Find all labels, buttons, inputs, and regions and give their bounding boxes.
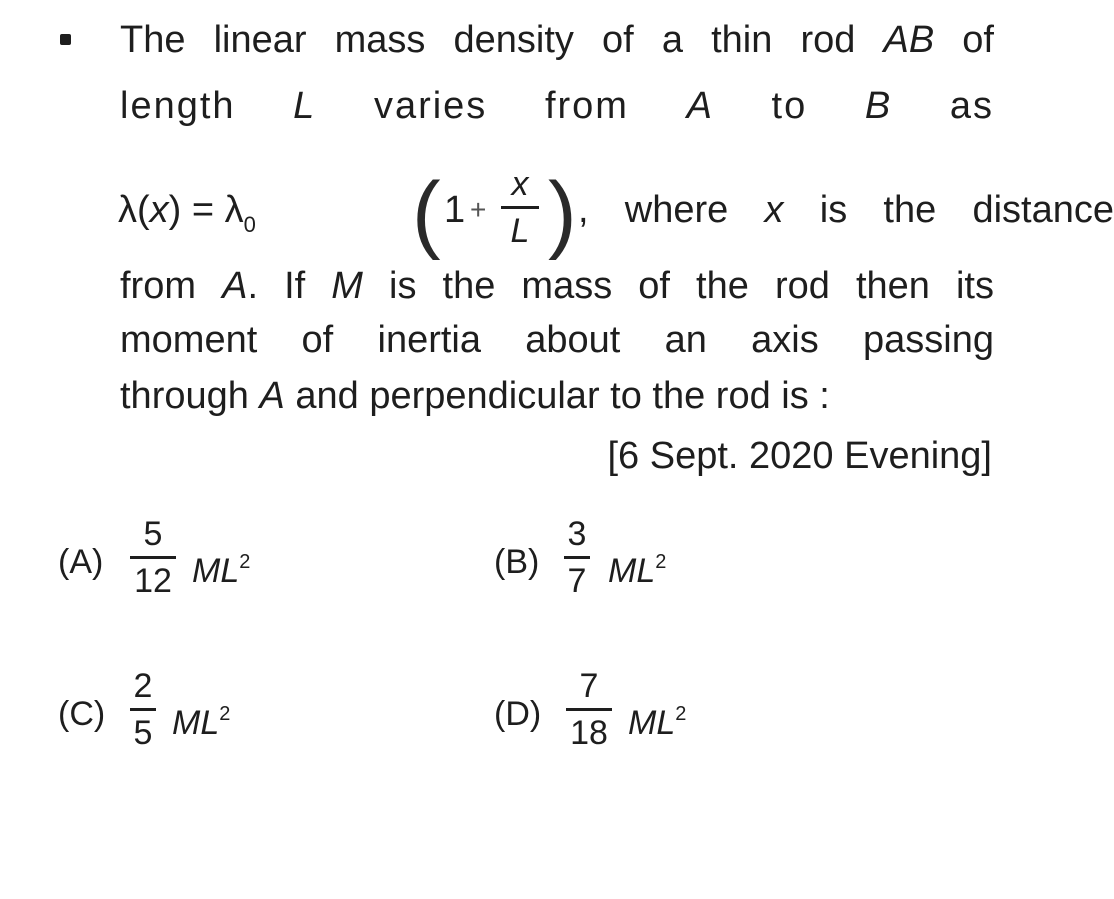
text: and perpendicular to the rod is : (295, 375, 830, 417)
text: length (120, 85, 236, 127)
question-line-6 (120, 372, 994, 420)
option-label: (B) (494, 543, 540, 581)
bullet-point (60, 34, 71, 45)
formula-lhs (118, 186, 256, 249)
text: as (949, 85, 994, 127)
lambda-open: λ( (118, 189, 150, 231)
var-a: A (686, 85, 714, 127)
left-paren: ( (412, 165, 441, 261)
option-fraction (130, 512, 176, 603)
text: of (962, 19, 994, 61)
fraction-numerator: 5 (143, 515, 163, 553)
right-paren: ) (548, 165, 577, 261)
option-fraction (564, 512, 590, 603)
fraction-denominator: 7 (567, 562, 587, 600)
option-expression (172, 692, 230, 745)
fraction-denominator: 5 (133, 714, 153, 752)
formula-rest (578, 186, 1114, 234)
option-label: (A) (58, 543, 104, 581)
ml-text: ML (628, 704, 676, 742)
text: is the mass of the rod then its (389, 265, 994, 307)
density-formula (118, 158, 1114, 261)
option-label: (D) (494, 695, 542, 733)
var-l: L (293, 85, 317, 127)
text: The linear mass density of a thin rod (120, 19, 856, 61)
option-label: (C) (58, 695, 106, 733)
var-a: A (222, 265, 248, 307)
var-a: A (259, 375, 285, 417)
fraction-denominator: 12 (134, 562, 172, 600)
fraction-x-over-l (496, 162, 544, 253)
exponent: 2 (219, 703, 231, 725)
fraction-numerator: x (511, 165, 529, 203)
var-x: x (149, 189, 169, 231)
var-ab: AB (883, 19, 935, 61)
var-b: B (864, 85, 893, 127)
fraction-numerator: 3 (567, 515, 587, 553)
option-expression (608, 540, 666, 593)
text: through (120, 375, 249, 417)
question-line-1 (120, 16, 994, 64)
text: from (544, 85, 629, 127)
var-m: M (331, 265, 363, 307)
ml-text: ML (172, 704, 220, 742)
equals-lambda: ) = λ (168, 189, 244, 231)
formula-one: 1 (444, 189, 466, 231)
fraction-denominator: 18 (570, 714, 608, 752)
exponent: 2 (655, 551, 667, 573)
text: , where (578, 189, 729, 231)
option-fraction (130, 664, 156, 755)
question-line-2 (120, 82, 994, 130)
text: . If (247, 265, 306, 307)
fraction-numerator: 2 (133, 667, 153, 705)
var-x: x (764, 189, 784, 231)
question-line-5: moment of inertia about an axis passing (120, 319, 994, 361)
exponent: 2 (239, 551, 251, 573)
exponent: 2 (675, 703, 687, 725)
fraction-denominator: L (510, 212, 530, 250)
text: varies (373, 85, 488, 127)
ml-text: ML (608, 552, 656, 590)
option-fraction (566, 664, 612, 755)
option-expression (628, 692, 686, 745)
text: from (120, 265, 196, 307)
formula-plus: + (470, 194, 487, 225)
question-line-4 (120, 262, 994, 310)
text: is the distance (819, 189, 1114, 231)
option-expression (192, 540, 250, 593)
subscript-zero: 0 (243, 212, 256, 237)
ml-text: ML (192, 552, 240, 590)
fraction-numerator: 7 (579, 667, 599, 705)
exam-source: [6 Sept. 2020 Evening] (607, 435, 992, 477)
text: to (771, 85, 808, 127)
